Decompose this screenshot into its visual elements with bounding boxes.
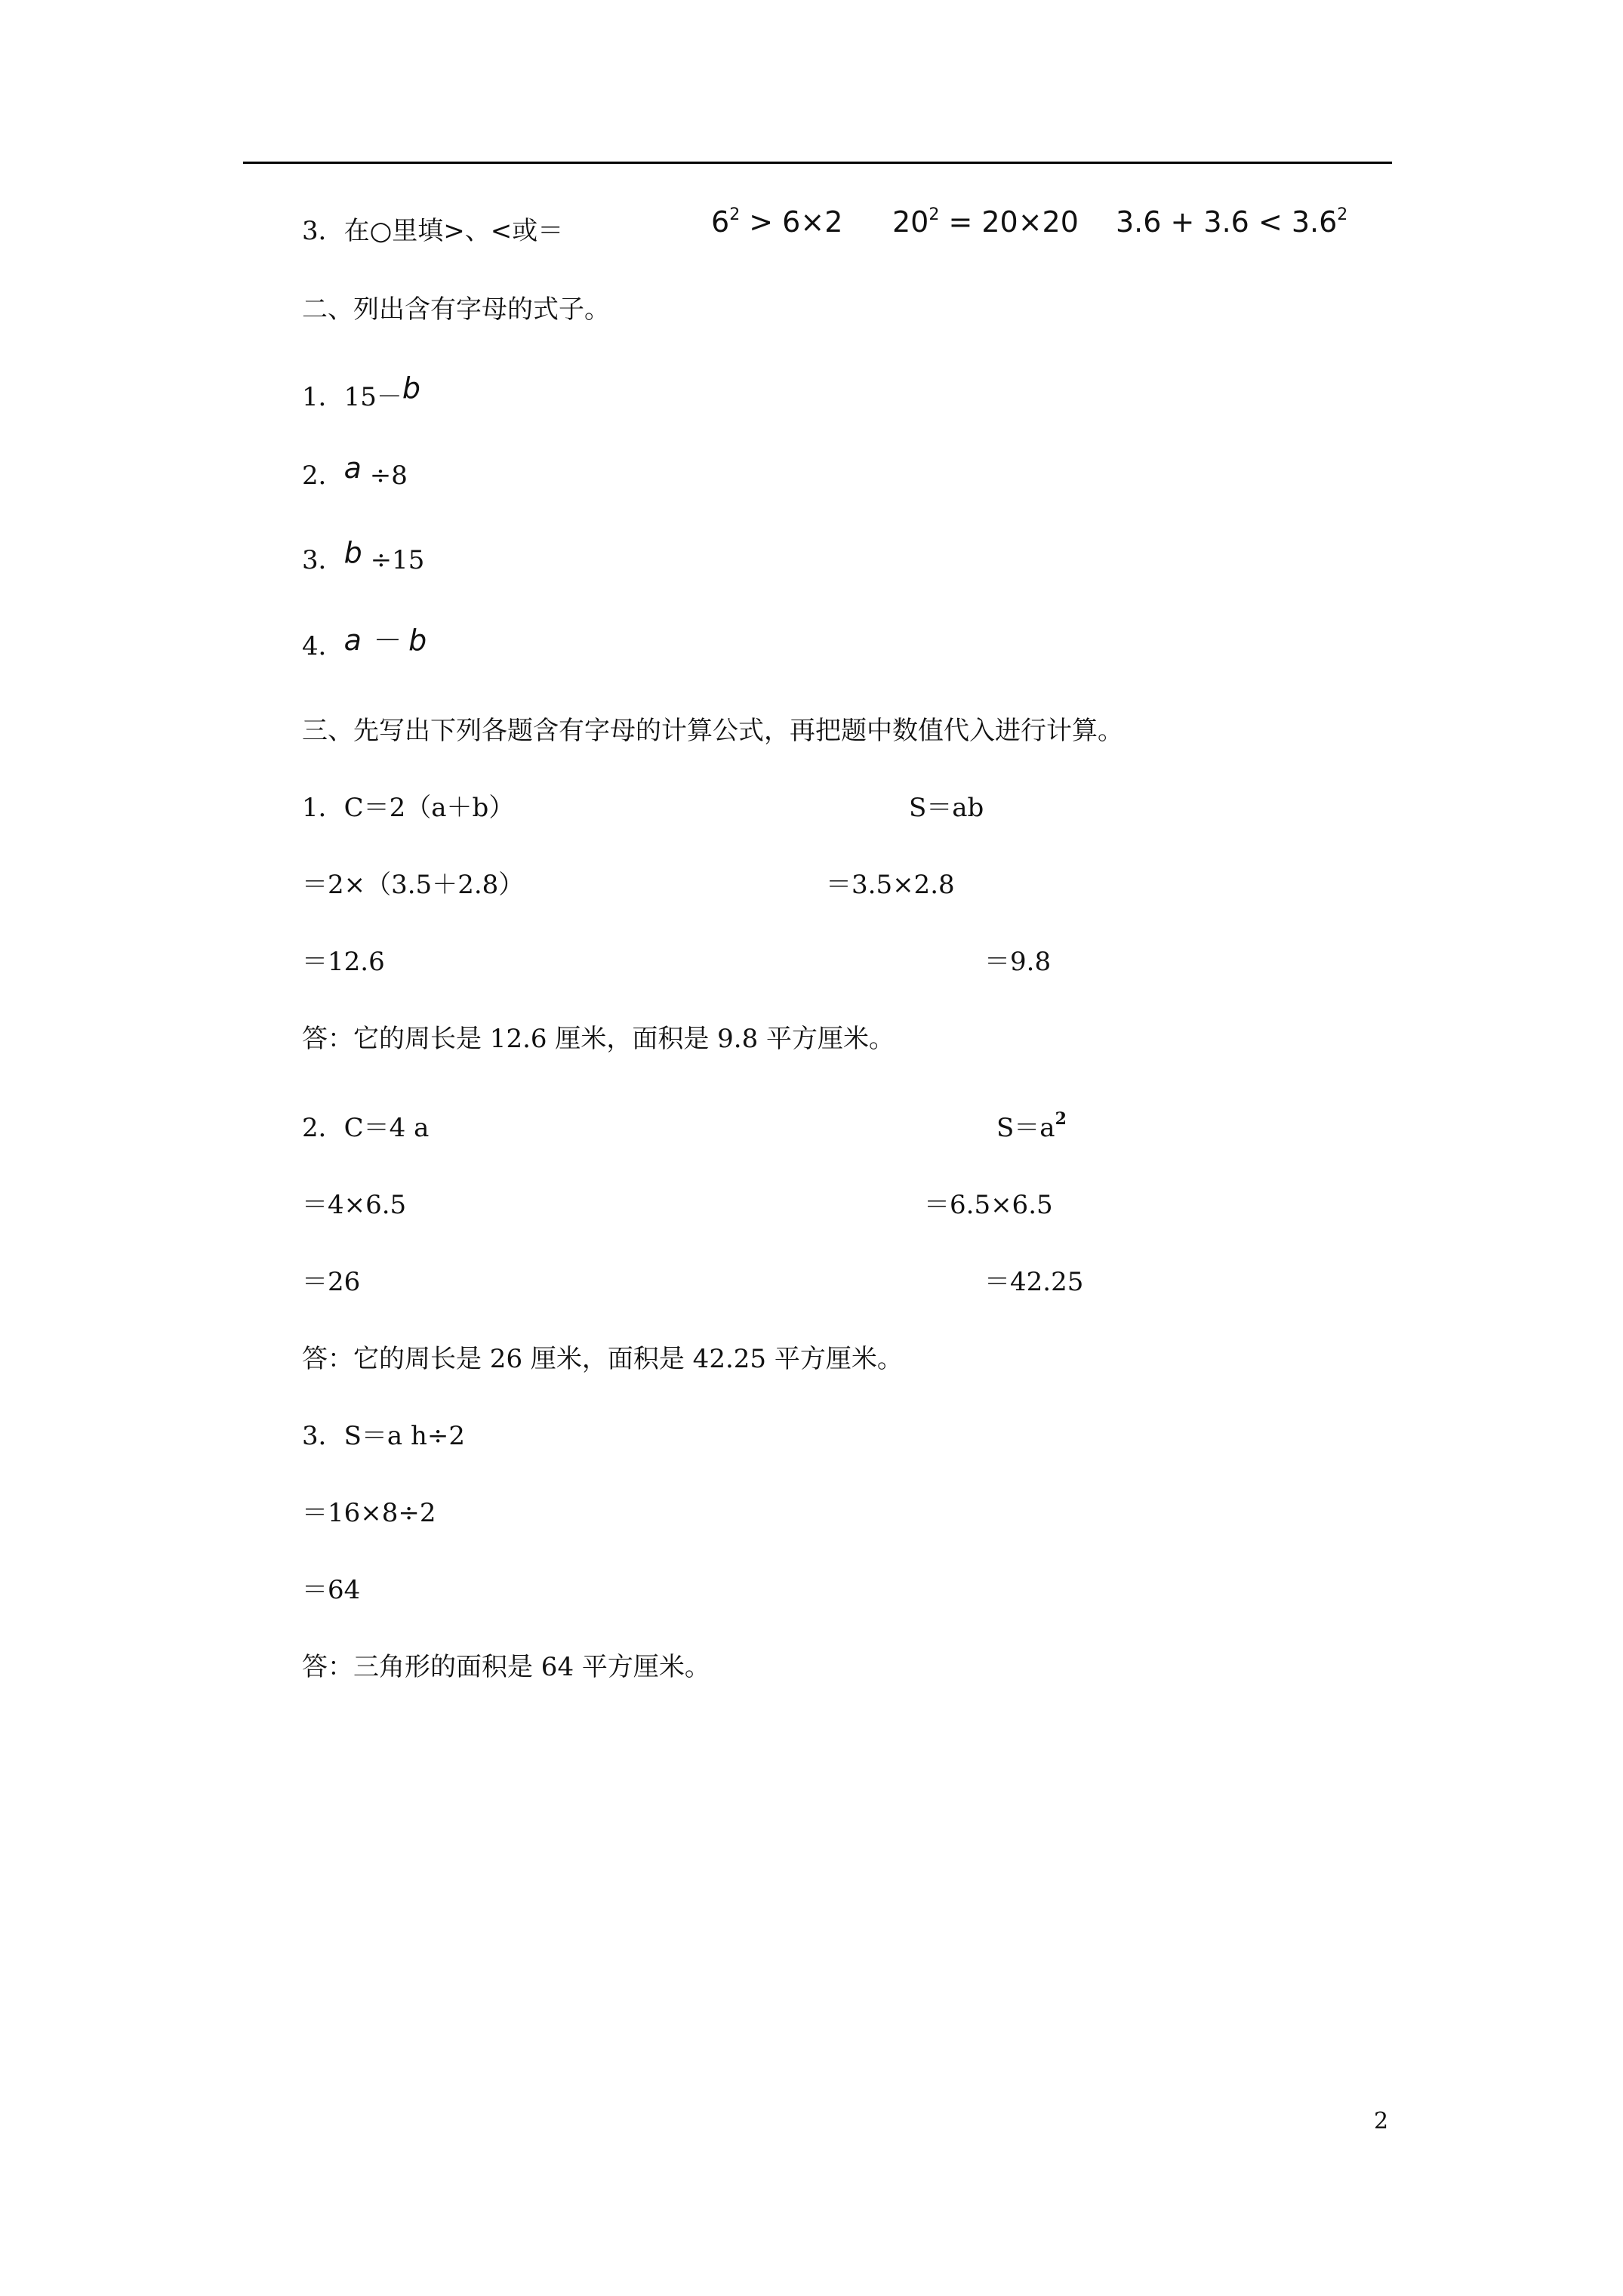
p2-area-formula: S＝a xyxy=(996,1113,1055,1143)
p1-answer: 答：它的周长是 12.6 厘米，面积是 9.8 平方厘米。 xyxy=(302,1024,895,1054)
part2-item-1 xyxy=(302,371,421,414)
p2-line1-left: 2．C＝4 a xyxy=(302,1113,430,1143)
item-2-number: 2． xyxy=(302,461,344,491)
part2-item-3 xyxy=(302,536,425,577)
p3-answer: 答：三角形的面积是 64 平方厘米。 xyxy=(302,1652,710,1682)
item-3-postfix: ÷15 xyxy=(362,545,425,575)
part2-item-4 xyxy=(302,624,427,663)
compare-1-rest: > 6×2 xyxy=(740,205,843,239)
item-1-number: 1． xyxy=(302,382,344,412)
part2-heading: 二、列出含有字母的式子。 xyxy=(302,294,610,325)
compare-1-base: 6 xyxy=(711,205,730,239)
p2-area-exponent: 2 xyxy=(1055,1109,1067,1129)
p1-line2-right: ＝3.5×2.8 xyxy=(826,870,955,900)
item-1-prefix: 15－ xyxy=(343,382,402,412)
compare-3-exponent: 2 xyxy=(1337,205,1348,224)
p1-line1-right: S＝ab xyxy=(909,793,984,823)
p3-line3: ＝64 xyxy=(302,1575,361,1605)
p1-line3-right: ＝9.8 xyxy=(984,947,1052,977)
p2-line3-left: ＝26 xyxy=(302,1267,361,1297)
p2-answer: 答：它的周长是 26 厘米，面积是 42.25 平方厘米。 xyxy=(302,1344,903,1374)
item-3-number: 3． xyxy=(302,545,344,575)
header-rule xyxy=(243,162,1392,164)
p3-line2: ＝16×8÷2 xyxy=(302,1498,436,1528)
p1-line1-left: 1．C＝2（a＋b） xyxy=(302,793,515,823)
item-4-expression: a － b xyxy=(343,624,427,657)
compare-2-base: 20 xyxy=(892,205,929,239)
compare-expression-3 xyxy=(1116,205,1347,239)
item-1-variable: b xyxy=(402,371,421,405)
p2-line2-left: ＝4×6.5 xyxy=(302,1190,407,1220)
p2-line1-right xyxy=(996,1111,1067,1145)
compare-1-exponent: 2 xyxy=(729,205,741,224)
p2-line2-right: ＝6.5×6.5 xyxy=(924,1190,1053,1220)
part3-heading: 三、先写出下列各题含有字母的计算公式，再把题中数值代入进行计算。 xyxy=(302,716,1123,746)
item-4-number: 4． xyxy=(302,631,344,661)
item-2-postfix: ÷8 xyxy=(361,461,408,491)
part2-item-2 xyxy=(302,451,408,492)
compare-expression-2 xyxy=(892,205,1079,239)
p2-line3-right: ＝42.25 xyxy=(984,1267,1084,1297)
compare-2-rest: = 20×20 xyxy=(939,205,1079,239)
p1-line2-left: ＝2×（3.5＋2.8） xyxy=(302,870,525,900)
p1-line3-left: ＝12.6 xyxy=(302,947,385,977)
p3-line1: 3．S＝a h÷2 xyxy=(302,1421,466,1451)
page-number: 2 xyxy=(1374,2108,1389,2134)
item-2-variable: a xyxy=(343,451,362,485)
compare-2-exponent: 2 xyxy=(929,205,940,224)
item-3-variable: b xyxy=(343,536,362,569)
q3-label: 3．在○里填>、<或＝ xyxy=(302,216,564,246)
compare-3-lhs: 3.6 + 3.6 < 3.6 xyxy=(1116,205,1338,239)
compare-expression-1 xyxy=(711,205,842,239)
